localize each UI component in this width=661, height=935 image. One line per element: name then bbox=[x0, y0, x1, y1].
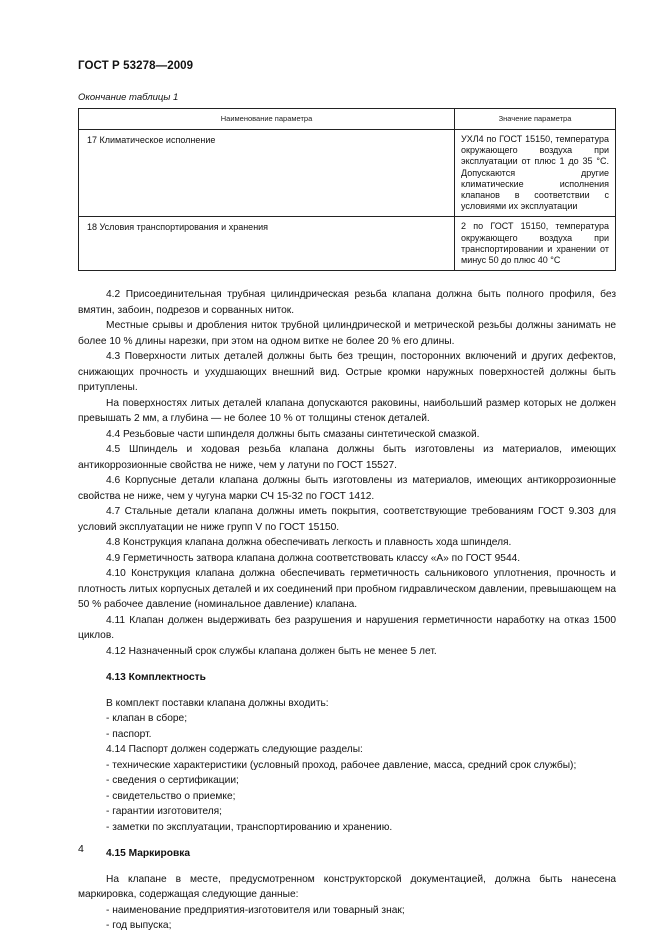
table-header-row bbox=[79, 109, 616, 130]
parameter-value: УХЛ4 по ГОСТ 15150, температура окружающего воздуха при эксплуатации от плюс 1 до 35 °С. Допускаются другие климатические исполнения клапанов в соответствии с условиями их эксплуатации bbox=[455, 130, 616, 217]
list-item: - технические характеристики (условный проход, рабочее давление, масса, средний срок службы); bbox=[106, 759, 577, 771]
paragraph-4-5: 4.5 Шпиндель и ходовая резьба клапана должны быть изготовлены из материалов, имеющих антикоррозионные свойства не ниже, чем у латуни по ГОСТ 15527. bbox=[78, 444, 616, 471]
table-row bbox=[79, 217, 616, 271]
section-heading-marking: 4.15 Маркировка bbox=[106, 848, 190, 859]
paragraph-4-2-cont: Местные срывы и дробления ниток трубной цилиндрической и метрической резьбы должны занимать не более 10 % длины нарезки, при этом на одном витке не более 20 % его длины. bbox=[78, 320, 616, 347]
paragraph-4-8: 4.8 Конструкция клапана должна обеспечивать легкость и плавность хода шпинделя. bbox=[106, 537, 512, 548]
list-item: - заметки по эксплуатации, транспортированию и хранению. bbox=[106, 821, 393, 833]
document-body bbox=[78, 287, 616, 934]
parameter-name: 18 Условия транспортирования и хранения bbox=[79, 217, 455, 271]
parameters-table bbox=[78, 108, 616, 271]
list-item: - наименование предприятия-изготовителя или товарный знак; bbox=[106, 904, 405, 916]
paragraph-4-13: В комплект поставки клапана должны входить: bbox=[106, 697, 329, 709]
page-number: 4 bbox=[78, 843, 84, 855]
paragraph-4-15: На клапане в месте, предусмотренном конструкторской документацией, должна быть нанесена маркировка, содержащая следующие данные: bbox=[78, 873, 616, 900]
list-item: - клапан в сборе; bbox=[106, 713, 188, 724]
paragraph-4-7: 4.7 Стальные детали клапана должны иметь покрытия, соответствующие требованиям ГОСТ 9.303 для условий эксплуатации не ниже групп V по ГОСТ 15150. bbox=[78, 506, 616, 533]
paragraph-4-3: 4.3 Поверхности литых деталей должны быть без трещин, посторонних включений и других дефектов, снижающих прочность и ухудшающих внешний вид. Острые кромки наружных поверхностей должны быть притуплены. bbox=[78, 351, 616, 393]
section-heading-completeness: 4.13 Комплектность bbox=[106, 672, 206, 683]
paragraph-4-4: 4.4 Резьбовые части шпинделя должны быть смазаны синтетической смазкой. bbox=[106, 428, 480, 440]
paragraph-4-9: 4.9 Герметичность затвора клапана должна соответствовать классу «А» по ГОСТ 9544. bbox=[106, 552, 521, 564]
list-item: - год выпуска; bbox=[106, 920, 172, 931]
table-caption: Окончание таблицы 1 bbox=[78, 92, 179, 103]
list-item: - гарантии изготовителя; bbox=[106, 806, 223, 817]
paragraph-4-12: 4.12 Назначенный срок службы клапана должен быть не менее 5 лет. bbox=[106, 645, 437, 657]
list-item: - паспорт. bbox=[106, 728, 152, 740]
parameter-name: 17 Климатическое исполнение bbox=[79, 130, 455, 217]
column-header-parameter: Наименование параметра bbox=[79, 109, 455, 130]
paragraph-4-14: 4.14 Паспорт должен содержать следующие разделы: bbox=[106, 744, 363, 755]
paragraph-4-11: 4.11 Клапан должен выдерживать без разрушения и нарушения герметичности наработку на отказ 1500 циклов. bbox=[78, 614, 616, 641]
paragraph-4-10: 4.10 Конструкция клапана должна обеспечивать герметичность сальникового уплотнения, прочность и плотность литых корпусных деталей и их соединений при пробном гидравлическом давлении, превышающем на 50 % рабочее давление (номинальное давление) клапана. bbox=[78, 568, 616, 610]
list-item: - сведения о сертификации; bbox=[106, 775, 239, 786]
paragraph-4-6: 4.6 Корпусные детали клапана должны быть изготовлены из материалов, имеющих антикоррозионные свойства не ниже, чем у чугуна марки СЧ 15-32 по ГОСТ 1412. bbox=[78, 475, 616, 502]
list-item: - свидетельство о приемке; bbox=[106, 790, 236, 802]
column-header-value: Значение параметра bbox=[455, 109, 616, 130]
paragraph-4-2: 4.2 Присоединительная трубная цилиндрическая резьба клапана должна быть полного профиля, без вмятин, забоин, подрезов и сорванных ниток. bbox=[78, 289, 616, 316]
paragraph-4-3-cont: На поверхностях литых деталей клапана допускаются раковины, наибольший размер которых не должен превышать 2 мм, а глубина — не более 10 % от толщины стенок деталей. bbox=[78, 397, 616, 424]
table-row bbox=[79, 130, 616, 217]
parameter-value: 2 по ГОСТ 15150, температура окружающего воздуха при транспортировании и хранении от минус 50 до плюс 40 °С bbox=[455, 217, 616, 271]
document-id: ГОСТ Р 53278—2009 bbox=[78, 60, 194, 72]
